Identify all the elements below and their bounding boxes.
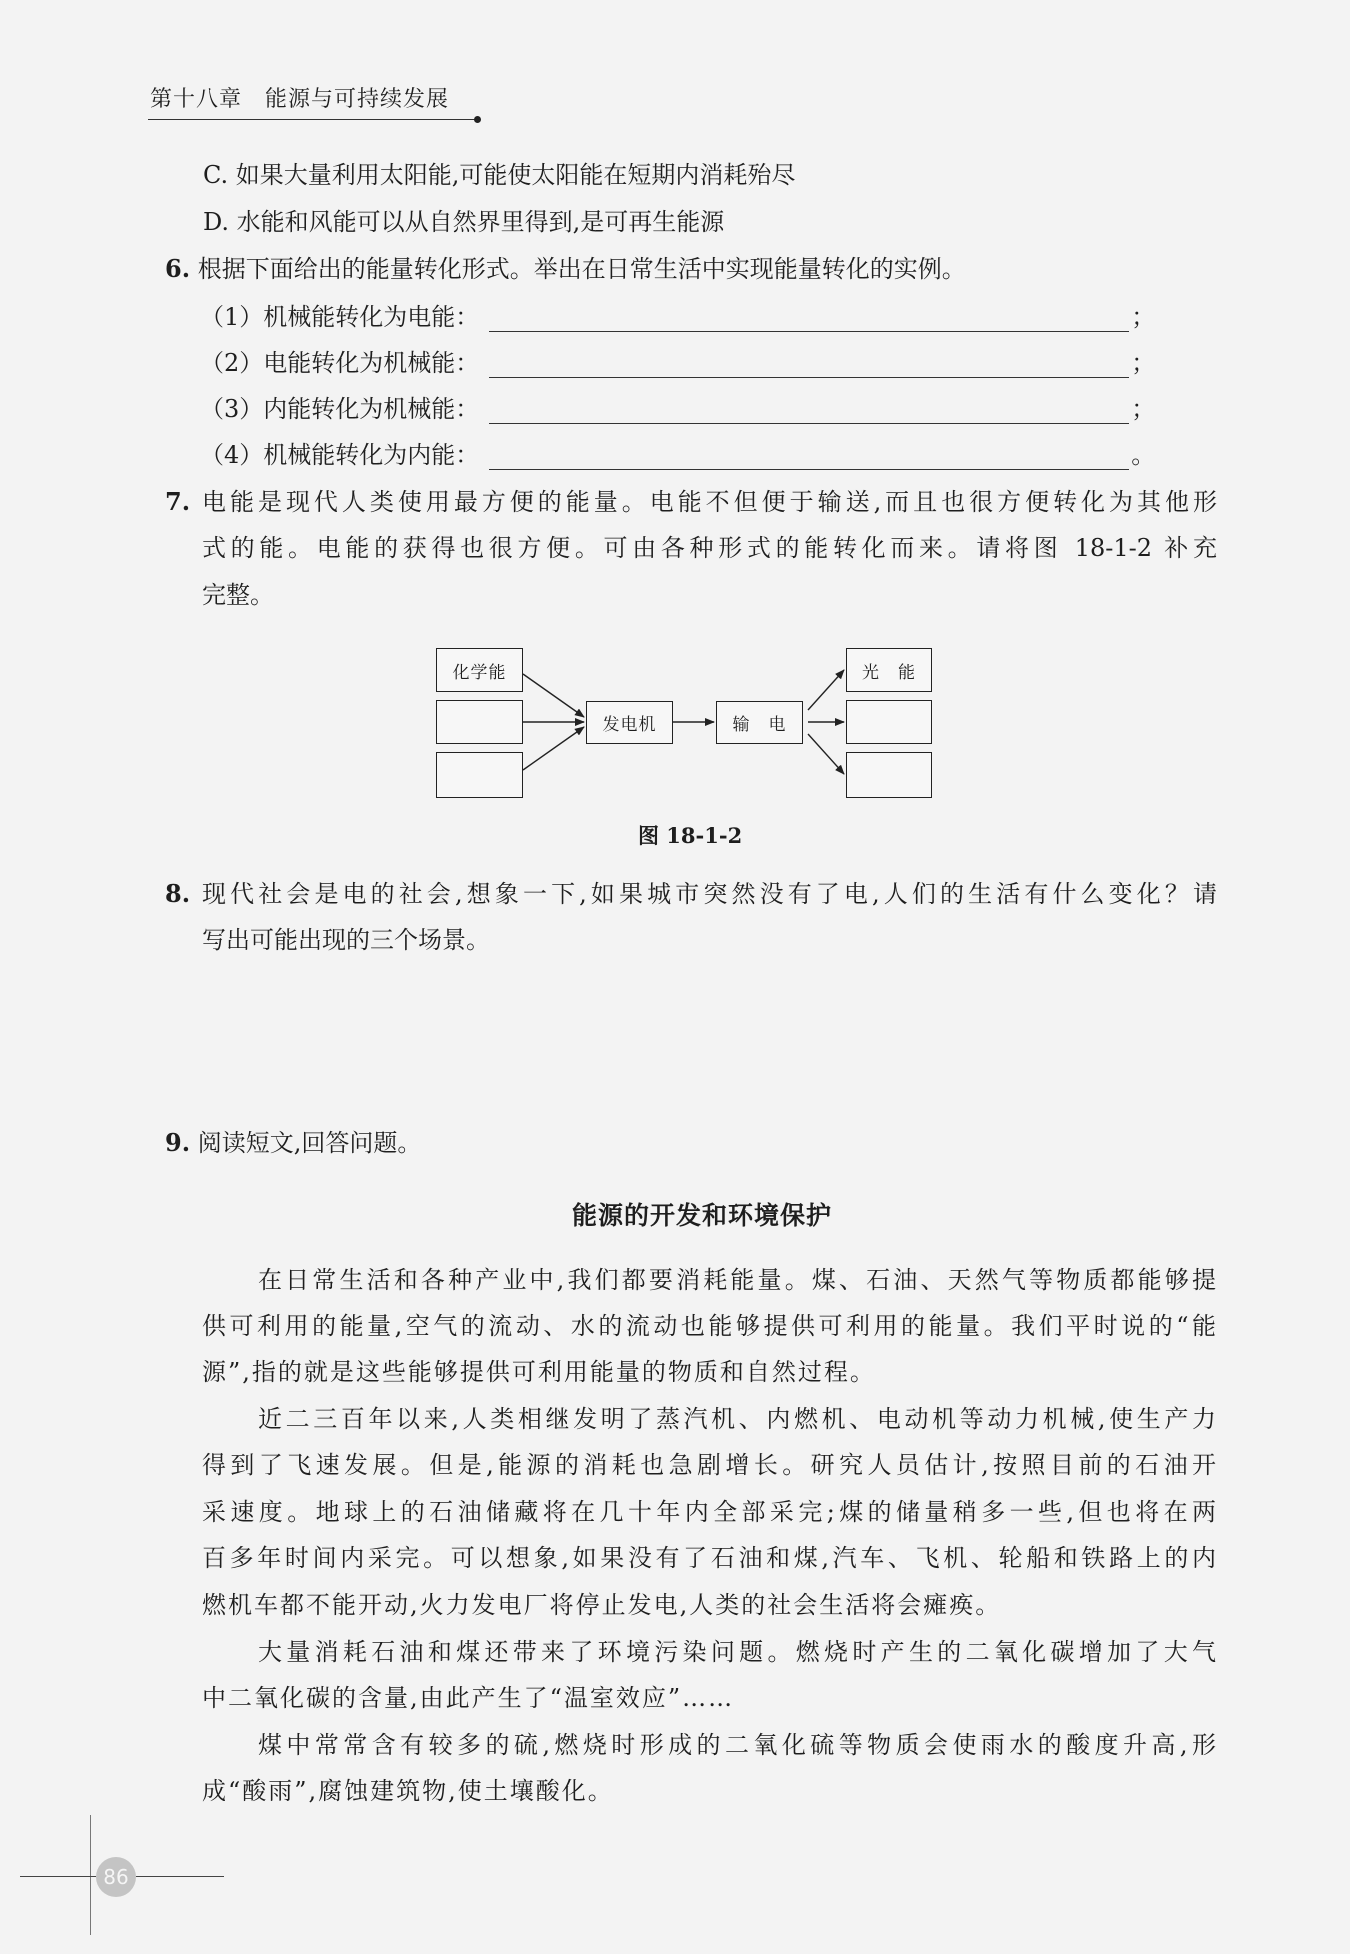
article-title: 能源的开发和环境保护 — [572, 1201, 833, 1230]
figure-caption: 图 18-1-2 — [638, 823, 743, 848]
article-line: 在日常生活和各种产业中,我们都要消耗能量。煤、石油、天然气等物质都能够提 — [258, 1266, 1218, 1294]
article-line: 近二三百年以来,人类相继发明了蒸汽机、内燃机、电动机等动力机械,使生产力 — [258, 1405, 1218, 1433]
article-line: 中二氧化碳的含量,由此产生了“温室效应”…… — [202, 1684, 735, 1712]
q6-item-end: ； — [1131, 395, 1156, 423]
arrow-blank-to-generator — [523, 727, 584, 770]
article-line: 得到了飞速发展。但是,能源的消耗也急剧增长。研究人员估计,按照目前的石油开 — [202, 1451, 1218, 1479]
article-line: 燃机车都不能开动,火力发电厂将停止发电,人类的社会生活将会瘫痪。 — [202, 1591, 1002, 1619]
q7-line: 完整。 — [202, 581, 274, 609]
question-number: 7. — [165, 487, 191, 516]
q6-item-end: 。 — [1131, 441, 1156, 469]
q6-item-label: （3）内能转化为机械能： — [200, 395, 480, 423]
arrow-chemical-to-generator — [523, 674, 584, 717]
question-stem: 阅读短文,回答问题。 — [197, 1129, 422, 1157]
chapter-header: 第十八章 能源与可持续发展 — [150, 87, 450, 112]
page-number: 86 — [96, 1857, 136, 1897]
transmission-box: 输 电 — [716, 701, 803, 744]
article-line: 大量消耗石油和煤还带来了环境污染问题。燃烧时产生的二氧化碳增加了大气 — [258, 1638, 1218, 1666]
article-line: 成“酸雨”,腐蚀建筑物,使土壤酸化。 — [202, 1777, 614, 1805]
q8-line: 现代社会是电的社会,想象一下,如果城市突然没有了电,人们的生活有什么变化？请 — [202, 880, 1217, 908]
generator-box: 发电机 — [586, 701, 673, 744]
q5-option-c: C. 如果大量利用太阳能,可能使太阳能在短期内消耗殆尽 — [203, 161, 796, 189]
q6-item-label: （1）机械能转化为电能： — [200, 303, 480, 331]
question-9 — [165, 1128, 421, 1158]
article-line: 煤中常常含有较多的硫,燃烧时形成的二氧化硫等物质会使雨水的酸度升高,形 — [258, 1731, 1218, 1759]
q5-option-d: D. 水能和风能可以从自然界里得到,是可再生能源 — [203, 208, 725, 236]
page-margin-line — [90, 1815, 91, 1935]
question-number: 9. — [165, 1128, 191, 1157]
q6-item-end: ； — [1131, 303, 1156, 331]
question-number: 6. — [165, 254, 191, 283]
footer-rule-left — [20, 1876, 96, 1877]
arrow-transmission-to-light — [808, 670, 844, 710]
article-line: 百多年时间内采完。可以想象,如果没有了石油和煤,汽车、飞机、轮船和铁路上的内 — [202, 1544, 1218, 1572]
q6-item-end: ； — [1131, 349, 1156, 377]
article-line: 源”,指的就是这些能够提供可利用能量的物质和自然过程。 — [202, 1358, 876, 1386]
q6-item-label: （2）电能转化为机械能： — [200, 349, 480, 377]
q6-item-label: （4）机械能转化为内能： — [200, 441, 480, 469]
question-stem: 根据下面给出的能量转化形式。举出在日常生活中实现能量转化的实例。 — [197, 255, 966, 283]
q7-line: 电能是现代人类使用最方便的能量。电能不但便于输送,而且也很方便转化为其他形 — [202, 488, 1217, 516]
article-line: 采速度。地球上的石油储藏将在几十年内全部采完;煤的储量稍多一些,但也将在两 — [202, 1498, 1218, 1526]
footer-rule-right — [136, 1876, 224, 1877]
article-line: 供可利用的能量,空气的流动、水的流动也能够提供可利用的能量。我们平时说的“能 — [202, 1312, 1218, 1340]
left-box-chemical-energy: 化学能 — [436, 648, 523, 692]
right-box-light-energy: 光 能 — [846, 648, 932, 692]
question-number: 8. — [165, 879, 191, 908]
q7-line: 式的能。电能的获得也很方便。可由各种形式的能转化而来。请将图 18-1-2 补充 — [202, 534, 1217, 562]
arrow-transmission-to-blank — [808, 734, 844, 774]
q8-line: 写出可能出现的三个场景。 — [202, 926, 490, 954]
diagram-arrows — [0, 0, 1350, 900]
